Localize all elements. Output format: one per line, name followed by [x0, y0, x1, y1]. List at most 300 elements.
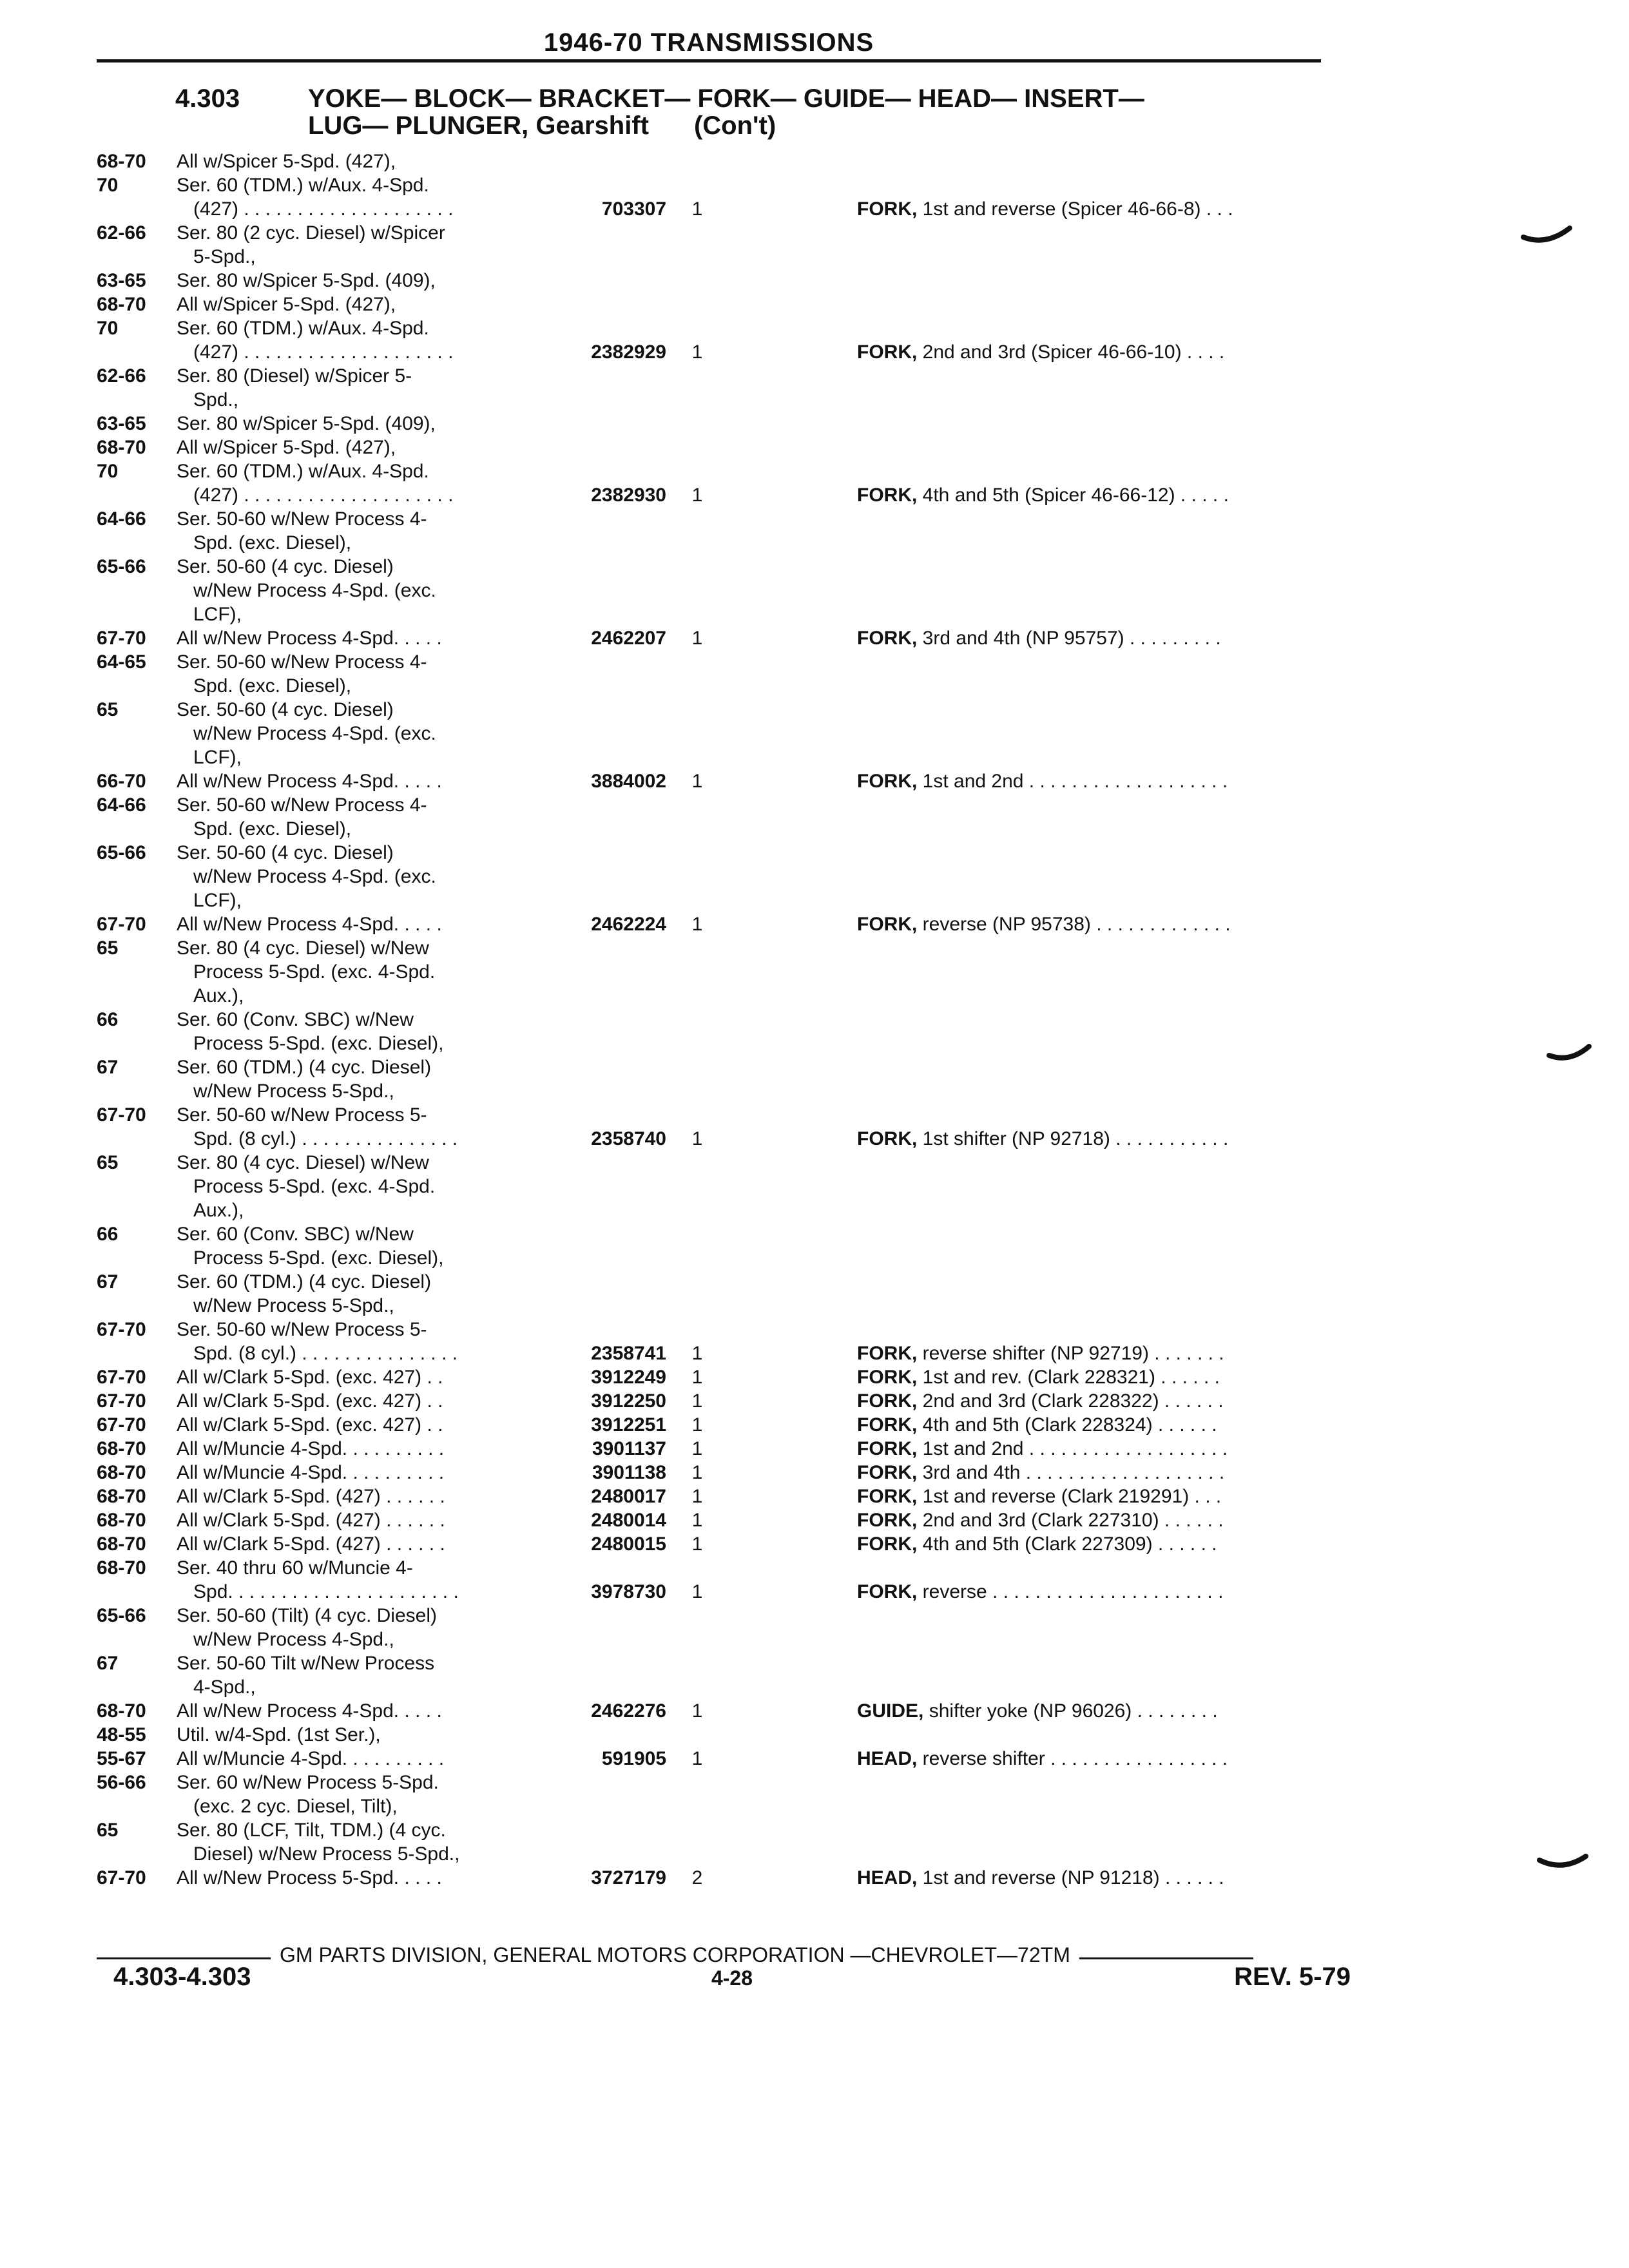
quantity: 1 — [691, 1438, 703, 1459]
part-number: 2382929 — [591, 341, 666, 363]
application-line: 4-Spd., — [193, 1677, 256, 1698]
quantity: 2 — [691, 1867, 703, 1888]
part-name: FORK, — [857, 1533, 918, 1555]
part-description — [857, 1485, 1437, 1508]
part-detail: 1st and reverse (NP 91218) . . . . . . — [917, 1867, 1224, 1888]
application-text — [177, 1651, 628, 1699]
model-years: 65 — [97, 1152, 119, 1173]
application — [97, 364, 1347, 412]
model-years: 64-66 — [97, 794, 146, 816]
footer-row — [113, 1963, 1351, 1995]
part-detail: 1st shifter (NP 92718) . . . . . . . . . . . — [917, 1128, 1229, 1149]
application-line: Ser. 80 w/Spicer 5-Spd. (409), — [177, 270, 436, 291]
parts-list — [97, 149, 1347, 1890]
part-detail: reverse . . . . . . . . . . . . . . . . . . . . . . — [917, 1581, 1224, 1602]
part-detail: 4th and 5th (Spicer 46-66-12) . . . . . — [917, 485, 1229, 506]
application-line: Aux.), — [193, 1200, 244, 1221]
application-line: Spd. . . . . . . . . . . . . . . . . . . . . . — [193, 1581, 459, 1602]
model-years: 66 — [97, 1009, 119, 1030]
model-years: 62-66 — [97, 222, 146, 244]
model-years: 67 — [97, 1653, 119, 1674]
application-text — [177, 221, 628, 269]
model-years: 65 — [97, 937, 119, 959]
quantity: 1 — [691, 1390, 703, 1412]
quantity: 1 — [691, 1700, 703, 1722]
part-entry — [97, 1389, 1347, 1413]
application-text — [177, 436, 628, 459]
application-line: Aux.), — [193, 985, 244, 1006]
part-description — [857, 1747, 1437, 1771]
part-entry — [97, 507, 1347, 650]
application-text — [177, 1008, 628, 1055]
application — [97, 507, 1347, 555]
part-detail: reverse shifter (NP 92719) . . . . . . . — [917, 1343, 1224, 1364]
part-detail: 1st and 2nd . . . . . . . . . . . . . . . . . . . — [917, 771, 1228, 792]
application-line: 5-Spd., — [193, 246, 256, 267]
application-line: LCF), — [193, 604, 242, 625]
application-line: w/New Process 4-Spd. (exc. — [193, 723, 436, 744]
application — [97, 1818, 1347, 1866]
application — [97, 1651, 1347, 1699]
part-number: 3912250 — [591, 1390, 666, 1412]
application-line: Process 5-Spd. (exc. 4-Spd. — [193, 961, 436, 983]
model-years: 68-70 — [97, 1533, 146, 1555]
application-line: w/New Process 5-Spd., — [193, 1081, 394, 1102]
application-line: Ser. 60 (TDM.) w/Aux. 4-Spd. — [177, 318, 429, 339]
application — [97, 1222, 1347, 1270]
application-text — [177, 650, 628, 698]
application — [97, 1270, 1347, 1318]
part-description — [857, 1127, 1437, 1151]
part-entry — [97, 1485, 1347, 1508]
model-years: 55-67 — [97, 1748, 146, 1769]
application — [97, 1723, 1347, 1747]
part-detail: shifter yoke (NP 96026) . . . . . . . . — [923, 1700, 1218, 1722]
part-number: 2480014 — [591, 1510, 666, 1531]
application-line: All w/Clark 5-Spd. (427) . . . . . . — [177, 1510, 445, 1531]
application — [97, 293, 1347, 316]
application-line: (427) . . . . . . . . . . . . . . . . . . . . — [193, 198, 454, 220]
running-head: 1946-70 TRANSMISSIONS — [543, 28, 874, 57]
part-entry — [97, 936, 1347, 1151]
part-description — [857, 197, 1437, 221]
part-entry — [97, 1151, 1347, 1365]
application-line: Spd. (exc. Diesel), — [193, 532, 352, 553]
part-name: HEAD, — [857, 1867, 918, 1888]
application-line: Ser. 60 (Conv. SBC) w/New — [177, 1224, 414, 1245]
application — [97, 1771, 1347, 1818]
application-text — [177, 841, 628, 912]
application — [97, 1008, 1347, 1055]
model-years: 48-55 — [97, 1724, 146, 1745]
application-line: Spd., — [193, 389, 239, 410]
model-years: 65 — [97, 1820, 119, 1841]
application-line: Ser. 50-60 w/New Process 5- — [177, 1319, 427, 1340]
model-years: 63-65 — [97, 413, 146, 434]
application-line: Ser. 60 (Conv. SBC) w/New — [177, 1009, 414, 1030]
part-entry — [97, 793, 1347, 936]
application-line: Spd. (exc. Diesel), — [193, 675, 352, 697]
part-number: 3912251 — [591, 1414, 666, 1436]
application-line: Diesel) w/New Process 5-Spd., — [193, 1843, 460, 1865]
model-years: 64-66 — [97, 508, 146, 530]
part-number: 3901138 — [592, 1462, 666, 1483]
application-line: Ser. 50-60 w/New Process 4- — [177, 508, 427, 530]
part-name: FORK, — [857, 1128, 918, 1149]
quantity: 1 — [691, 914, 703, 935]
part-name: FORK, — [857, 485, 918, 506]
part-detail: reverse shifter . . . . . . . . . . . . . . . . . — [917, 1748, 1228, 1769]
part-number: 2382930 — [591, 485, 666, 506]
part-description — [857, 1866, 1437, 1890]
part-detail: 1st and reverse (Spicer 46-66-8) . . . — [917, 198, 1233, 220]
model-years: 68-70 — [97, 1462, 146, 1483]
application-line: Ser. 50-60 (Tilt) (4 cyc. Diesel) — [177, 1605, 437, 1626]
model-years: 67-70 — [97, 914, 146, 935]
application-line: Ser. 60 (TDM.) w/Aux. 4-Spd. — [177, 461, 429, 482]
part-entry — [97, 1604, 1347, 1723]
part-description — [857, 340, 1437, 364]
application-line: All w/Clark 5-Spd. (427) . . . . . . — [177, 1486, 445, 1507]
application-line: Ser. 50-60 w/New Process 4- — [177, 794, 427, 816]
part-entry — [97, 1365, 1347, 1389]
model-years: 65-66 — [97, 556, 146, 577]
application-text — [177, 149, 628, 173]
application-text — [177, 698, 628, 769]
part-name: FORK, — [857, 1462, 918, 1483]
model-years: 62-66 — [97, 365, 146, 387]
quantity: 1 — [691, 1533, 703, 1555]
model-years: 68-70 — [97, 1510, 146, 1531]
part-detail: 2nd and 3rd (Clark 227310) . . . . . . — [917, 1510, 1224, 1531]
application-line: Ser. 50-60 (4 cyc. Diesel) — [177, 556, 394, 577]
quantity: 1 — [691, 771, 703, 792]
part-number: 2480017 — [591, 1486, 666, 1507]
application-line: All w/Clark 5-Spd. (427) . . . . . . — [177, 1533, 445, 1555]
part-name: FORK, — [857, 1367, 918, 1388]
application-line: Spd. (8 cyl.) . . . . . . . . . . . . . . . — [193, 1128, 458, 1149]
application-line: All w/Spicer 5-Spd. (427), — [177, 151, 396, 172]
part-description — [857, 1580, 1437, 1604]
footer-section-range: 4.303-4.303 — [113, 1963, 251, 1991]
application-line: Spd. (8 cyl.) . . . . . . . . . . . . . . . — [193, 1343, 458, 1364]
part-detail: 1st and 2nd . . . . . . . . . . . . . . . . . . . — [917, 1438, 1228, 1459]
model-years: 67-70 — [97, 1319, 146, 1340]
part-number: 2462276 — [591, 1700, 666, 1722]
quantity: 1 — [691, 628, 703, 649]
part-detail: 3rd and 4th (NP 95757) . . . . . . . . . — [917, 628, 1221, 649]
part-entry — [97, 1771, 1347, 1890]
footer-page-number: 4-28 — [711, 1966, 753, 1990]
quantity: 1 — [691, 1462, 703, 1483]
application-text — [177, 936, 628, 1008]
part-number: 591905 — [601, 1748, 666, 1769]
application — [97, 793, 1347, 841]
part-number: 2358741 — [591, 1343, 666, 1364]
part-detail: 2nd and 3rd (Clark 228322) . . . . . . — [917, 1390, 1224, 1412]
model-years: 67-70 — [97, 1414, 146, 1436]
quantity: 1 — [691, 1343, 703, 1364]
application-line: All w/New Process 4-Spd. . . . . — [177, 1700, 442, 1722]
application-line: w/New Process 5-Spd., — [193, 1295, 394, 1316]
part-detail: 2nd and 3rd (Spicer 46-66-10) . . . . — [917, 341, 1225, 363]
part-number: 2358740 — [591, 1128, 666, 1149]
application-line: Ser. 50-60 Tilt w/New Process — [177, 1653, 435, 1674]
part-entry — [97, 1461, 1347, 1485]
part-description — [857, 769, 1437, 793]
application-line: LCF), — [193, 890, 242, 911]
part-description — [857, 1532, 1437, 1556]
part-description — [857, 1365, 1437, 1389]
quantity: 1 — [691, 1510, 703, 1531]
model-years: 68-70 — [97, 1438, 146, 1459]
model-years: 56-66 — [97, 1772, 146, 1793]
application-line: LCF), — [193, 747, 242, 768]
part-entry — [97, 1413, 1347, 1437]
application — [97, 555, 1347, 626]
model-years: 68-70 — [97, 437, 146, 458]
model-years: 68-70 — [97, 1700, 146, 1722]
application-line: All w/Spicer 5-Spd. (427), — [177, 294, 396, 315]
model-years: 64-65 — [97, 651, 146, 673]
application-line: Ser. 50-60 w/New Process 4- — [177, 651, 427, 673]
footer-corporation-text: GM PARTS DIVISION, GENERAL MOTORS CORPORATION —CHEVROLET—72TM — [280, 1943, 1070, 1966]
footer-rule-right — [1079, 1957, 1253, 1959]
part-detail: 3rd and 4th . . . . . . . . . . . . . . . . . . . — [917, 1462, 1225, 1483]
application-line: Ser. 80 (LCF, Tilt, TDM.) (4 cyc. — [177, 1820, 446, 1841]
model-years: 70 — [97, 461, 119, 482]
quantity: 1 — [691, 1748, 703, 1769]
application-line: w/New Process 4-Spd., — [193, 1629, 394, 1650]
application-text — [177, 1151, 628, 1222]
application — [97, 936, 1347, 1008]
application — [97, 412, 1347, 436]
model-years: 68-70 — [97, 1557, 146, 1579]
part-description — [857, 1437, 1437, 1461]
section-title-line1: YOKE— BLOCK— BRACKET— FORK— GUIDE— HEAD— INSERT— — [308, 84, 1144, 113]
application-line: Ser. 50-60 w/New Process 5- — [177, 1104, 427, 1126]
application-line: Spd. (exc. Diesel), — [193, 818, 352, 840]
application-text — [177, 1771, 628, 1818]
part-detail: 1st and reverse (Clark 219291) . . . — [917, 1486, 1222, 1507]
part-entry — [97, 364, 1347, 507]
application-line: w/New Process 4-Spd. (exc. — [193, 866, 436, 887]
part-entry — [97, 1508, 1347, 1532]
part-entry — [97, 1532, 1347, 1556]
part-name: FORK, — [857, 1414, 918, 1436]
binder-mark — [1547, 1044, 1592, 1070]
application-text — [177, 1055, 628, 1103]
application-line: All w/New Process 5-Spd. . . . . — [177, 1867, 442, 1888]
application-line: (427) . . . . . . . . . . . . . . . . . . . . — [193, 341, 454, 363]
part-description — [857, 1699, 1437, 1723]
header-rule — [97, 59, 1321, 62]
application — [97, 1151, 1347, 1222]
application-line: All w/Clark 5-Spd. (exc. 427) . . — [177, 1414, 443, 1436]
model-years: 70 — [97, 175, 119, 196]
model-years: 67-70 — [97, 1867, 146, 1888]
quantity: 1 — [691, 341, 703, 363]
application-line: All w/New Process 4-Spd. . . . . — [177, 914, 442, 935]
quantity: 1 — [691, 1581, 703, 1602]
part-description — [857, 1461, 1437, 1485]
application-line: Util. w/4-Spd. (1st Ser.), — [177, 1724, 381, 1745]
model-years: 67 — [97, 1271, 119, 1293]
part-number: 703307 — [601, 198, 666, 220]
part-name: FORK, — [857, 1486, 918, 1507]
model-years: 63-65 — [97, 270, 146, 291]
part-name: FORK, — [857, 1581, 918, 1602]
application-text — [177, 793, 628, 841]
part-name: FORK, — [857, 771, 918, 792]
application-line: All w/Muncie 4-Spd. . . . . . . . . . — [177, 1748, 445, 1769]
application-line: (exc. 2 cyc. Diesel, Tilt), — [193, 1796, 398, 1817]
section-heading — [175, 85, 1335, 139]
application — [97, 698, 1347, 769]
application-line: All w/Clark 5-Spd. (exc. 427) . . — [177, 1390, 443, 1412]
model-years: 66 — [97, 1224, 119, 1245]
application-line: Ser. 80 w/Spicer 5-Spd. (409), — [177, 413, 436, 434]
application-text — [177, 1222, 628, 1270]
part-name: FORK, — [857, 628, 918, 649]
part-entry — [97, 149, 1347, 221]
application-line: All w/New Process 4-Spd. . . . . — [177, 628, 442, 649]
quantity: 1 — [691, 1367, 703, 1388]
part-description — [857, 1341, 1437, 1365]
application-text — [177, 1270, 628, 1318]
model-years: 68-70 — [97, 1486, 146, 1507]
part-entry — [97, 221, 1347, 364]
model-years: 67-70 — [97, 628, 146, 649]
part-number: 3884002 — [591, 771, 666, 792]
application-line: Ser. 50-60 (4 cyc. Diesel) — [177, 842, 394, 863]
model-years: 68-70 — [97, 151, 146, 172]
application-text — [177, 1604, 628, 1651]
model-years: 65 — [97, 699, 119, 720]
part-number: 3727179 — [591, 1867, 666, 1888]
part-detail: 1st and rev. (Clark 228321) . . . . . . — [917, 1367, 1220, 1388]
part-name: FORK, — [857, 198, 918, 220]
part-detail: 4th and 5th (Clark 227309) . . . . . . — [917, 1533, 1217, 1555]
model-years: 65-66 — [97, 1605, 146, 1626]
part-entry — [97, 1723, 1347, 1771]
application-line: All w/Clark 5-Spd. (exc. 427) . . — [177, 1367, 443, 1388]
application-text — [177, 1818, 628, 1866]
binder-mark — [1521, 226, 1572, 251]
continued-label: (Con't) — [693, 111, 776, 140]
part-name: FORK, — [857, 914, 918, 935]
application — [97, 841, 1347, 912]
model-years: 67 — [97, 1057, 119, 1078]
part-description — [857, 483, 1437, 507]
part-description — [857, 1389, 1437, 1413]
application-line: Ser. 60 (TDM.) (4 cyc. Diesel) — [177, 1271, 432, 1293]
application-line: (427) . . . . . . . . . . . . . . . . . . . . — [193, 485, 454, 506]
application-text — [177, 1723, 628, 1747]
section-title-line2: LUG— PLUNGER, Gearshift — [308, 111, 649, 140]
application — [97, 1604, 1347, 1651]
part-entry — [97, 1556, 1347, 1604]
application — [97, 650, 1347, 698]
part-description — [857, 1508, 1437, 1532]
application-line: Process 5-Spd. (exc. Diesel), — [193, 1247, 444, 1269]
application-line: Ser. 40 thru 60 w/Muncie 4- — [177, 1557, 413, 1579]
application-line: Ser. 80 (2 cyc. Diesel) w/Spicer — [177, 222, 445, 244]
application — [97, 269, 1347, 293]
part-description — [857, 1413, 1437, 1437]
model-years: 67-70 — [97, 1367, 146, 1388]
quantity: 1 — [691, 1414, 703, 1436]
application-line: Ser. 80 (4 cyc. Diesel) w/New — [177, 1152, 429, 1173]
application — [97, 436, 1347, 459]
application-line: All w/New Process 4-Spd. . . . . — [177, 771, 442, 792]
quantity: 1 — [691, 1486, 703, 1507]
part-number: 3901137 — [592, 1438, 666, 1459]
application-line: Ser. 80 (4 cyc. Diesel) w/New — [177, 937, 429, 959]
application-line: Ser. 60 (TDM.) (4 cyc. Diesel) — [177, 1057, 432, 1078]
footer-rule-left — [97, 1957, 271, 1959]
model-years: 66-70 — [97, 771, 146, 792]
part-name: HEAD, — [857, 1748, 918, 1769]
part-number: 2462207 — [591, 628, 666, 649]
application-text — [177, 412, 628, 436]
quantity: 1 — [691, 198, 703, 220]
part-number: 3978730 — [591, 1581, 666, 1602]
application-line: All w/Muncie 4-Spd. . . . . . . . . . — [177, 1462, 445, 1483]
part-number: 2462224 — [591, 914, 666, 935]
model-years: 67-70 — [97, 1104, 146, 1126]
application-text — [177, 269, 628, 293]
part-name: GUIDE, — [857, 1700, 924, 1722]
application-line: Ser. 60 (TDM.) w/Aux. 4-Spd. — [177, 175, 429, 196]
application-text — [177, 555, 628, 626]
model-years: 67-70 — [97, 1390, 146, 1412]
application-line: All w/Spicer 5-Spd. (427), — [177, 437, 396, 458]
part-name: FORK, — [857, 341, 918, 363]
application-line: w/New Process 4-Spd. (exc. — [193, 580, 436, 601]
application-line: Ser. 60 w/New Process 5-Spd. — [177, 1772, 439, 1793]
application-line: All w/Muncie 4-Spd. . . . . . . . . . — [177, 1438, 445, 1459]
application-text — [177, 364, 628, 412]
application-text — [177, 293, 628, 316]
part-name: FORK, — [857, 1510, 918, 1531]
application — [97, 1055, 1347, 1103]
application — [97, 149, 1347, 173]
part-number: 2480015 — [591, 1533, 666, 1555]
application-text — [177, 507, 628, 555]
part-entry — [97, 650, 1347, 793]
footer-revision: REV. 5-79 — [1234, 1963, 1351, 1991]
part-detail: reverse (NP 95738) . . . . . . . . . . . . . — [917, 914, 1231, 935]
model-years: 68-70 — [97, 294, 146, 315]
part-number: 3912249 — [591, 1367, 666, 1388]
part-name: FORK, — [857, 1438, 918, 1459]
application-line: Process 5-Spd. (exc. 4-Spd. — [193, 1176, 436, 1197]
binder-mark — [1537, 1852, 1588, 1878]
part-description — [857, 912, 1437, 936]
quantity: 1 — [691, 1128, 703, 1149]
quantity: 1 — [691, 485, 703, 506]
application — [97, 221, 1347, 269]
part-description — [857, 626, 1437, 650]
application-line: Ser. 80 (Diesel) w/Spicer 5- — [177, 365, 412, 387]
part-detail: 4th and 5th (Clark 228324) . . . . . . — [917, 1414, 1217, 1436]
application-line: Ser. 50-60 (4 cyc. Diesel) — [177, 699, 394, 720]
part-name: FORK, — [857, 1390, 918, 1412]
part-name: FORK, — [857, 1343, 918, 1364]
model-years: 65-66 — [97, 842, 146, 863]
part-entry — [97, 1437, 1347, 1461]
